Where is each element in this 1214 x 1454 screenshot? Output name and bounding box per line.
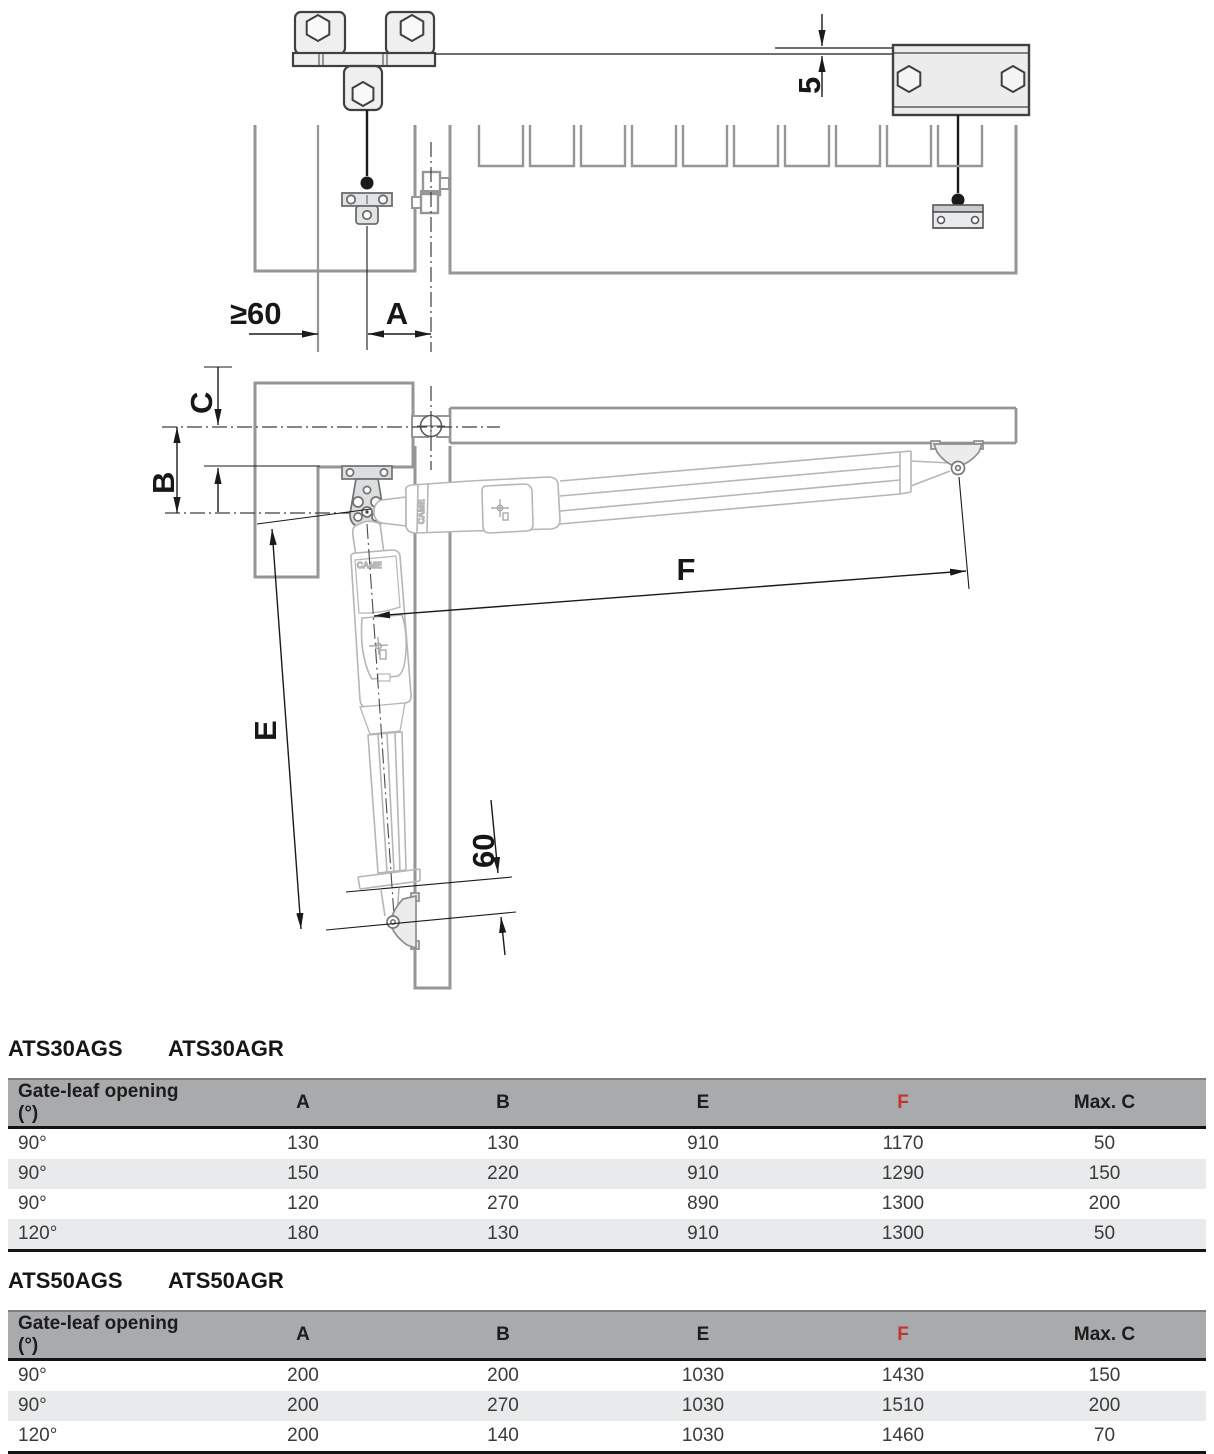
brand-mark: CAME	[357, 561, 383, 570]
table-cell: 90°	[8, 1128, 203, 1160]
table-cell: 180	[203, 1219, 403, 1251]
table-row	[8, 1421, 1206, 1453]
column-header: F	[803, 1079, 1003, 1128]
dimension-f	[374, 552, 966, 616]
model-names	[8, 1036, 1214, 1062]
model-name: ATS50AGR	[168, 1268, 284, 1293]
table-cell: 120°	[8, 1421, 203, 1453]
dim-min-clearance-label: ≥60	[230, 296, 282, 331]
table-cell: 90°	[8, 1391, 203, 1421]
section-ats30	[0, 1036, 1214, 1252]
table-cell: 90°	[8, 1189, 203, 1219]
column-header: Max. C	[1003, 1079, 1206, 1128]
gate-top-view	[449, 125, 1018, 273]
gate-pickets	[479, 125, 982, 166]
table-cell: 50	[1003, 1128, 1206, 1160]
model-name: ATS50AGS	[8, 1268, 123, 1293]
table-row	[8, 1360, 1206, 1392]
dim-e-label: E	[248, 720, 283, 741]
column-header: Max. C	[1003, 1311, 1206, 1360]
brand-mark: CAME	[417, 498, 426, 524]
table-cell: 1510	[803, 1391, 1003, 1421]
table-row	[8, 1189, 1206, 1219]
pillar-plan-view	[255, 383, 413, 577]
column-header: E	[603, 1311, 803, 1360]
dim-b-label: B	[146, 471, 181, 494]
model-name: ATS30AGS	[8, 1036, 123, 1061]
section-ats50	[0, 1268, 1214, 1454]
pivot-reference-line	[326, 912, 516, 930]
table-cell: 200	[1003, 1189, 1206, 1219]
dimension-min-clearance	[230, 296, 318, 334]
table-cell: 910	[603, 1128, 803, 1160]
column-header: A	[203, 1311, 403, 1360]
actuator-closed-position	[374, 451, 950, 533]
dimensions-table-ats30	[8, 1078, 1206, 1252]
dim-f-label: F	[676, 552, 696, 587]
table-cell: 200	[203, 1391, 403, 1421]
dimension-c	[184, 367, 232, 512]
table-row	[8, 1219, 1206, 1251]
dimensions-table-ats50	[8, 1310, 1206, 1454]
f-extension-line	[959, 477, 969, 589]
gate-bracket-front-view	[893, 45, 1029, 115]
gate-bracket-plan-open	[387, 893, 419, 949]
column-header: E	[603, 1079, 803, 1128]
dim-c-label: C	[184, 391, 219, 414]
dim-5-label: 5	[792, 76, 827, 94]
table-cell: 1030	[603, 1360, 803, 1392]
table-cell: 120	[203, 1189, 403, 1219]
table-cell: 1170	[803, 1128, 1003, 1160]
table-row	[8, 1159, 1206, 1189]
table-cell: 270	[403, 1189, 603, 1219]
table-cell: 120°	[8, 1219, 203, 1251]
column-header: A	[203, 1079, 403, 1128]
table-cell: 910	[603, 1159, 803, 1189]
dimension-a	[368, 296, 431, 334]
gate-bracket-plan-closed	[931, 441, 983, 475]
table-cell: 910	[603, 1219, 803, 1251]
table-cell: 890	[603, 1189, 803, 1219]
table-cell: 220	[403, 1159, 603, 1189]
column-header: F	[803, 1311, 1003, 1360]
rear-bracket-axis-dot	[361, 177, 374, 190]
column-header: B	[403, 1311, 603, 1360]
actuator-open-position	[351, 521, 420, 916]
table-cell: 1460	[803, 1421, 1003, 1453]
table-cell: 140	[403, 1421, 603, 1453]
table-cell: 90°	[8, 1159, 203, 1189]
table-cell: 50	[1003, 1219, 1206, 1251]
table-cell: 200	[403, 1360, 603, 1392]
table-cell: 1290	[803, 1159, 1003, 1189]
model-name: ATS30AGR	[168, 1036, 284, 1061]
table-cell: 200	[203, 1360, 403, 1392]
rod-end-reference-line	[346, 877, 512, 892]
table-cell: 270	[403, 1391, 603, 1421]
table-cell: 150	[1003, 1159, 1206, 1189]
table-row	[8, 1391, 1206, 1421]
table-cell: 1430	[803, 1360, 1003, 1392]
dimension-5	[792, 14, 827, 97]
gate-bracket-top-view	[933, 205, 983, 228]
dimension-b	[146, 427, 181, 513]
rear-bracket-front-view	[293, 12, 435, 110]
column-header: Gate-leaf opening (°)	[8, 1079, 203, 1128]
dimension-e	[248, 529, 301, 929]
table-cell: 90°	[8, 1360, 203, 1392]
table-cell: 70	[1003, 1421, 1206, 1453]
table-row	[8, 1128, 1206, 1160]
table-cell: 1030	[603, 1421, 803, 1453]
table-cell: 150	[1003, 1360, 1206, 1392]
dim-60-label: 60	[466, 833, 501, 868]
table-cell: 130	[403, 1219, 603, 1251]
column-header: Gate-leaf opening (°)	[8, 1311, 203, 1360]
table-cell: 200	[1003, 1391, 1206, 1421]
gate-plan-view	[450, 408, 1016, 443]
dimension-60	[466, 800, 505, 955]
table-cell: 150	[203, 1159, 403, 1189]
table-cell: 130	[403, 1128, 603, 1160]
table-cell: 1300	[803, 1189, 1003, 1219]
table-cell: 130	[203, 1128, 403, 1160]
column-header: B	[403, 1079, 603, 1128]
table-cell: 200	[203, 1421, 403, 1453]
table-cell: 1300	[803, 1219, 1003, 1251]
dim-a-label: A	[385, 296, 409, 331]
model-names	[8, 1268, 1214, 1294]
table-cell: 1030	[603, 1391, 803, 1421]
rear-bracket-top-view	[342, 193, 392, 224]
